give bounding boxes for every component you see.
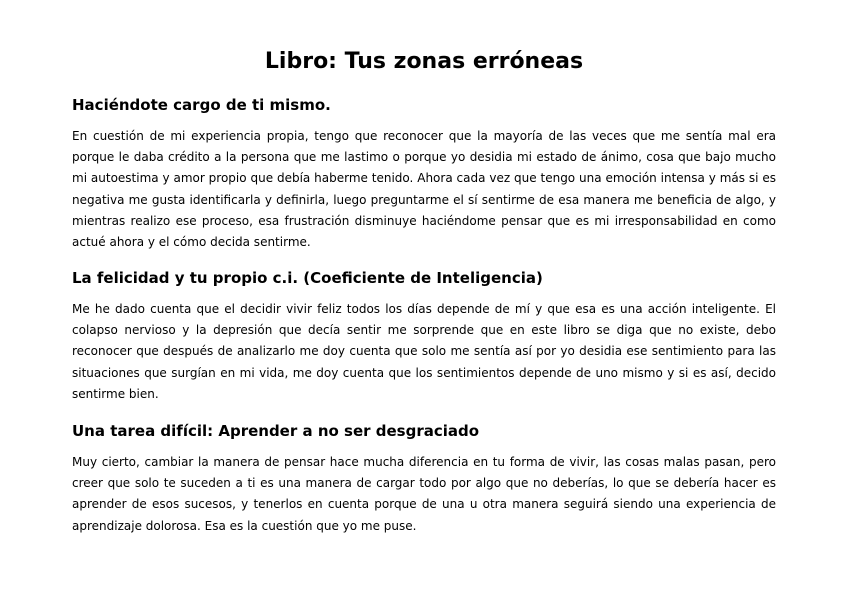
section-paragraph: Muy cierto, cambiar la manera de pensar hace mucha diferencia en tu forma de vivir, las cosas malas pasan, pero creer que solo te suceden a ti es una manera de cargar todo por algo que no deberías, lo que se debería hacer es aprender de esos sucesos, y tenerlos en cuenta porque de una u otra manera seguirá siendo una experiencia de aprendizaje dolorosa. Esa es la cuestión que yo me puse. (72, 455, 776, 533)
section-paragraph: Me he dado cuenta que el decidir vivir feliz todos los días depende de mí y que esa es una acción inteligente. El colapso nervioso y la depresión que decía sentir me sorprende que en este libro se diga que no existe, debo reconocer que después de analizarlo me doy cuenta que solo me sentía así por yo desidia ese sentimiento para las situaciones que surgían en mi vida, me doy cuenta que los sentimientos depende de uno mismo y si es así, decido sentirme bien. (72, 302, 776, 401)
section-heading: La felicidad y tu propio c.i. (Coeficiente de Inteligencia) (72, 269, 543, 287)
section-paragraph: En cuestión de mi experiencia propia, tengo que reconocer que la mayoría de las veces que me sentía mal era porque le daba crédito a la persona que me lastimo o porque yo desidia mi estado de ánimo, cosa que bajo mucho mi autoestima y amor propio que debía haberme tenido. Ahora cada vez que tengo una emoción intensa y más si es negativa me gusta identificarla y definirla, luego preguntarme el sí sentirme de esa manera me beneficia de algo, y mientras realizo ese proceso, esa frustración disminuye haciéndome pensar que es mi irresponsabilidad en como actué ahora y el cómo decida sentirme. (72, 129, 776, 250)
section-tarea-dificil (72, 421, 776, 537)
page-title: Libro: Tus zonas erróneas (264, 49, 584, 74)
section-heading: Haciéndote cargo de ti mismo. (72, 96, 331, 114)
section-heading: Una tarea difícil: Aprender a no ser desgraciado (72, 422, 480, 440)
section-haciendote-cargo (72, 95, 776, 253)
section-felicidad-ci (72, 268, 776, 405)
